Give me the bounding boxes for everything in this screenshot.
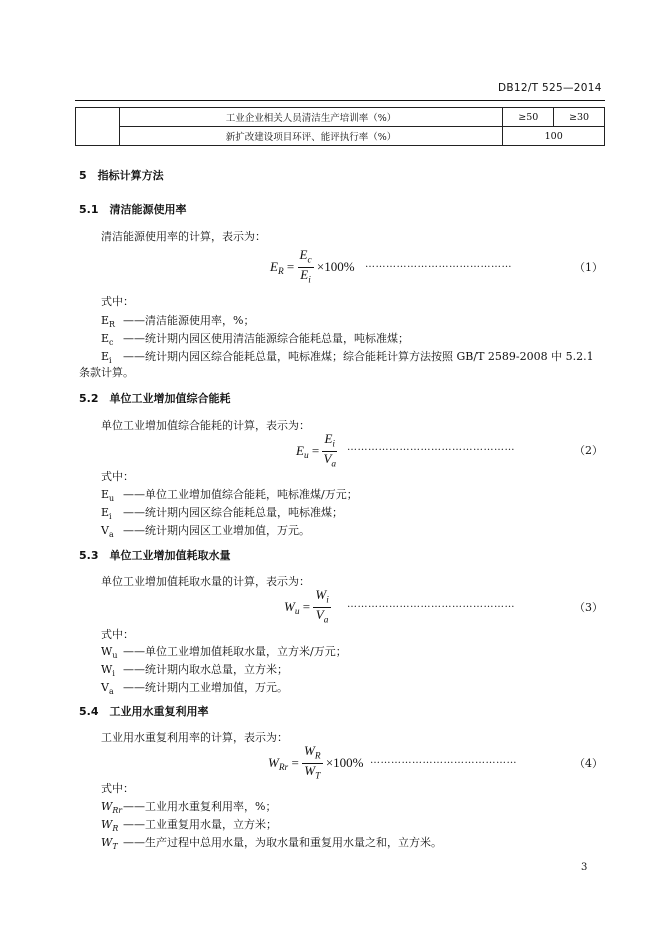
- definition-line: $E_R$ ——清洁能源使用率，%；: [101, 314, 255, 329]
- equation-4: $W_{Rr}$ = $\frac{W_R}{W_T}$ ×100%: [268, 743, 364, 782]
- where-label: 式中：: [101, 628, 134, 641]
- definition-line: $W_u$ ——单位工业增加值耗取水量，立方米/万元；: [101, 645, 347, 660]
- definition-line: $E_c$ ——统计期内园区使用清洁能源综合能耗总量，吨标准煤；: [101, 332, 409, 347]
- definition-line: $E_i$ ——统计期内园区综合能耗总量，吨标准煤；综合能耗计算方法按照 GB/T 2589-2008 中 5.2.1: [101, 350, 594, 365]
- definition-line: $E_u$ ——单位工业增加值综合能耗，吨标准煤/万元；: [101, 488, 358, 503]
- leader-dots: …………………………………………: [347, 599, 515, 610]
- definition-line: $W_{Rr}——$工业用水重复利用率，%；: [101, 800, 277, 815]
- section-heading: 5 指标计算方法: [79, 169, 164, 182]
- equation-3: $W_u$ = $\frac{W_i}{V_a}$: [284, 587, 329, 626]
- intro-text: 清洁能源使用率的计算，表示为：: [101, 230, 266, 243]
- where-label: 式中：: [101, 782, 134, 795]
- equation-number: （3）: [574, 601, 603, 614]
- table-cell-indicator: 工业企业相关人员清洁生产培训率（%）: [119, 108, 503, 127]
- equation-number: （1）: [574, 261, 603, 274]
- leader-dots: ……………………………………: [365, 259, 512, 270]
- where-label: 式中：: [101, 295, 134, 308]
- intro-text: 工业用水重复利用率的计算，表示为：: [101, 731, 288, 744]
- definition-line: $W_i$ ——统计期内取水总量，立方米；: [101, 663, 288, 678]
- definition-line: $V_a$ ——统计期内工业增加值，万元。: [101, 681, 288, 696]
- definition-line: $E_i$ ——统计期内园区综合能耗总量，吨标准煤；: [101, 506, 343, 521]
- document-id: DB12/T 525—2014: [498, 82, 602, 94]
- table-cell-value: ≥50: [503, 108, 554, 127]
- leader-dots: ……………………………………: [370, 755, 517, 766]
- definition-line: $W_R$ ——工业重复用水量，立方米；: [101, 818, 277, 833]
- equation-number: （2）: [574, 444, 603, 457]
- subsection-heading: 5.2 单位工业增加值综合能耗: [79, 392, 231, 405]
- header-rule: [75, 100, 605, 101]
- intro-text: 单位工业增加值综合能耗的计算，表示为：: [101, 419, 310, 432]
- definition-line: $V_a$ ——统计期内园区工业增加值，万元。: [101, 524, 310, 539]
- table-row: [76, 127, 605, 146]
- page-number: 3: [581, 862, 588, 873]
- table-cell-indicator: 新扩改建设项目环评、能评执行率（%）: [119, 127, 503, 146]
- equation-2: $E_u$ = $\frac{E_i}{V_a}$: [296, 431, 337, 470]
- equation-number: （4）: [574, 757, 603, 770]
- table-cell-value: ≥30: [554, 108, 605, 127]
- table-category-cell: [76, 108, 120, 146]
- table-cell-value: 100: [503, 127, 605, 146]
- indicator-table: [75, 107, 605, 146]
- table-row: [76, 108, 605, 127]
- subsection-heading: 5.1 清洁能源使用率: [79, 203, 187, 216]
- equation-1: $E_R$ = $\frac{E_c}{E_i}$ ×100%: [270, 247, 355, 286]
- intro-text: 单位工业增加值耗取水量的计算，表示为：: [101, 575, 310, 588]
- continuation-text: 条款计算。: [79, 366, 134, 379]
- subsection-heading: 5.4 工业用水重复利用率: [79, 705, 209, 718]
- leader-dots: …………………………………………: [347, 442, 515, 453]
- subsection-heading: 5.3 单位工业增加值耗取水量: [79, 549, 231, 562]
- where-label: 式中：: [101, 470, 134, 483]
- definition-line: $W_T$ ——生产过程中总用水量，为取水量和重复用水量之和，立方米。: [101, 836, 442, 851]
